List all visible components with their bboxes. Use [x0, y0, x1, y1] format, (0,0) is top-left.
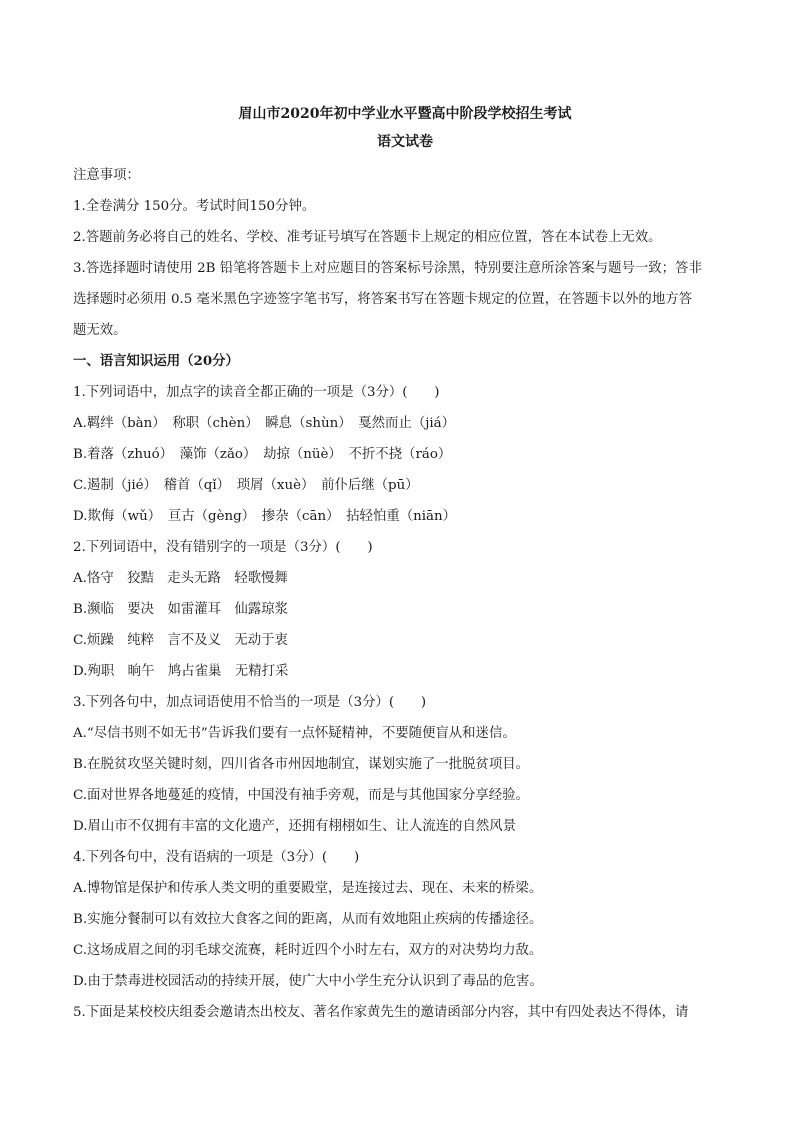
question-3-stem: 3.下列各句中，加点词语使用不恰当的一项是（3分）( ): [73, 695, 427, 710]
notice-item-3-line-3: 题无效。: [73, 323, 127, 338]
question-4-option-d: D.由于禁毒进校园活动的持续开展，使广大中小学生充分认识到了毒品的危害。: [73, 974, 543, 989]
section-1-heading: 一、语言知识运用（20分）: [73, 353, 239, 369]
notice-item-3-line-1: 3.答选择题时请使用 2B 铅笔将答题卡上对应题目的答案标号涂黑，特别要注意所涂答案与题号一致；答非: [73, 261, 702, 276]
question-2-option-a: A.恪守 狡黠 走头无路 轻歌慢舞: [73, 571, 288, 586]
question-1-option-b: B.着落（zhuó） 藻饰（zǎo） 劫掠（nüè） 不折不挠（ráo）: [73, 447, 452, 462]
question-2-option-c: C.烦躁 纯粹 言不及义 无动于衷: [73, 633, 288, 648]
question-1-option-d: D.欺侮（wǔ） 亘古（gèng） 掺杂（cān） 拈轻怕重（niān）: [73, 509, 457, 524]
question-3-option-d: D.眉山市不仅拥有丰富的文化遗产，还拥有栩栩如生、让人流连的自然风景: [73, 819, 517, 834]
exam-page: [73, 102, 723, 1028]
question-3-option-c: C.面对世界各地蔓延的疫情，中国没有袖手旁观，而是与其他国家分享经验。: [73, 788, 529, 803]
question-2-stem: 2.下列词语中，没有错别字的一项是（3分）( ): [73, 540, 373, 555]
question-2-option-b: B.濒临 要决 如雷灌耳 仙露琼浆: [73, 602, 288, 617]
question-1-stem: 1.下列词语中，加点字的读音全都正确的一项是（3分）( ): [73, 385, 440, 400]
question-1-option-c: C.遏制（jié） 稽首（qǐ） 琐屑（xuè） 前仆后继（pū）: [73, 478, 419, 493]
notice-item-3-line-2: 选择题时必须用 0.5 毫米黑色字迹签字笔书写，将答案书写在答题卡规定的位置，在答题卡以外的地方答: [73, 292, 692, 307]
exam-subtitle: 语文试卷: [377, 134, 433, 150]
question-4-option-c: C.这场成眉之间的羽毛球交流赛，耗时近四个小时左右，双方的对决势均力敌。: [73, 943, 543, 958]
question-4-stem: 4.下列各句中，没有语病的一项是（3分）( ): [73, 850, 360, 865]
question-2-option-d: D.殉职 晌午 鸠占雀巢 无精打采: [73, 664, 289, 679]
notice-item-1: 1.全卷满分 150分。考试时间150分钟。: [73, 199, 316, 214]
exam-title: 眉山市2020年初中学业水平暨高中阶段学校招生考试: [238, 106, 572, 122]
question-1-option-a: A.羁绊（bàn） 称职（chèn） 瞬息（shùn） 戛然而止（jiá）: [73, 416, 456, 431]
question-5-stem: 5.下面是某校校庆组委会邀请杰出校友、著名作家黄先生的邀请函部分内容，其中有四处表达不得体，请: [73, 1005, 689, 1020]
notice-item-2: 2.答题前务必将自己的姓名、学校、准考证号填写在答题卡上规定的相应位置，答在本试卷上无效。: [73, 230, 662, 245]
question-3-option-b: B.在脱贫攻坚关键时刻，四川省各市州因地制宜，谋划实施了一批脱贫项目。: [73, 757, 529, 772]
question-4-option-b: B.实施分餐制可以有效拉大食客之间的距离，从而有效地阻止疾病的传播途径。: [73, 912, 543, 927]
notice-heading: 注意事项：: [73, 168, 140, 183]
question-3-option-a: A.“尽信书则不如无书”告诉我们要有一点怀疑精神，不要随便盲从和迷信。: [73, 726, 516, 741]
question-4-option-a: A.博物馆是保护和传承人类文明的重要殿堂，是连接过去、现在、未来的桥梁。: [73, 881, 543, 896]
